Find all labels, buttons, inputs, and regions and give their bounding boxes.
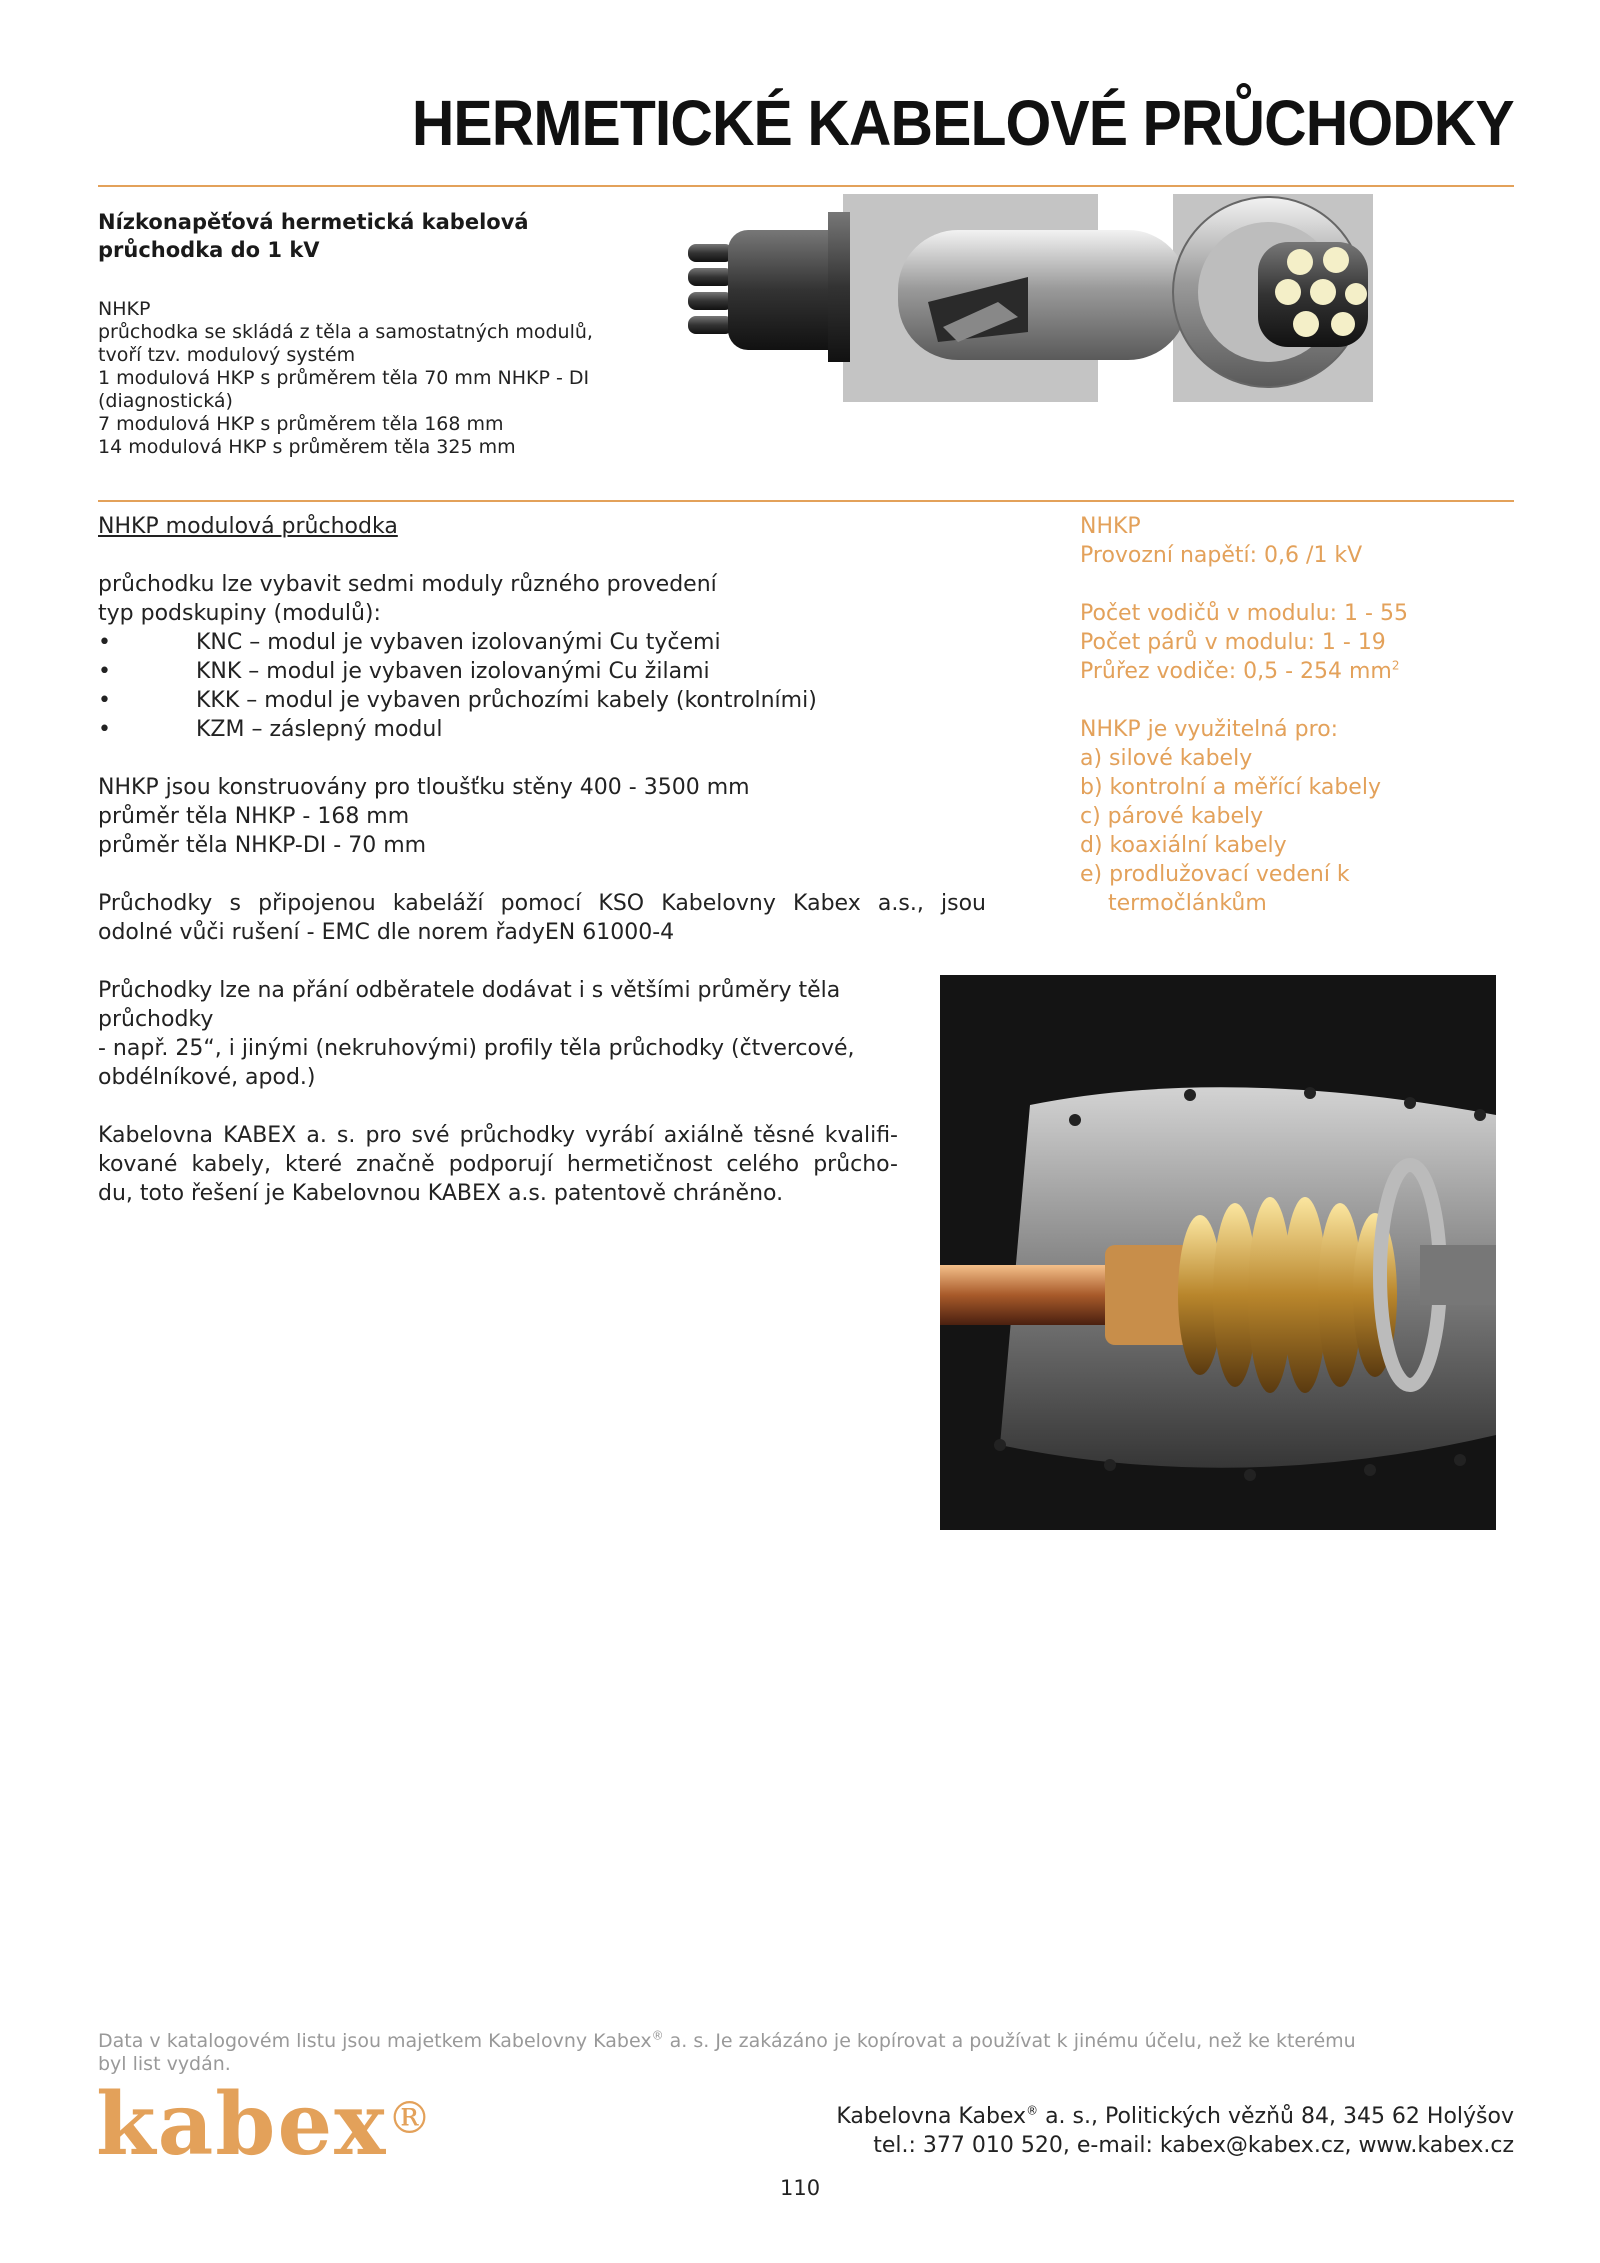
intro-text	[98, 298, 678, 459]
product-photo-drawing	[940, 975, 1496, 1530]
paragraph-line: průchodky	[98, 1007, 214, 1032]
intro-heading-line: průchodka do 1 kV	[98, 238, 320, 262]
list-item	[98, 715, 986, 744]
list-item	[98, 686, 986, 715]
bullet: •	[98, 717, 111, 742]
usage-item: c) párové kabely	[1080, 804, 1264, 829]
kabex-logo	[96, 2074, 434, 2175]
list-item	[98, 657, 986, 686]
paragraph-line: kované kabely, které značně podporují hermetičnost celého průcho-	[98, 1152, 898, 1177]
list-item-text: KKK – modul je vybaven průchozími kabely (kontrolními)	[196, 688, 817, 713]
intro-line: NHKP	[98, 298, 151, 320]
list-item	[98, 628, 986, 657]
intro-heading-line: Nízkonapěťová hermetická kabelová	[98, 210, 529, 234]
usage-item: b) kontrolní a měřící kabely	[1080, 775, 1381, 800]
paragraph-line: - např. 25“, i jinými (nekruhovými) profily těla průchodky (čtvercové,	[98, 1036, 855, 1061]
spec-conductors: Počet vodičů v modulu: 1 - 55	[1080, 601, 1408, 626]
paragraph-line: odolné vůči rušení - EMC dle norem řadyEN 61000-4	[98, 920, 675, 945]
logo-registered-mark: ®	[387, 2093, 434, 2144]
list-item-text: KNC – modul je vybaven izolovanými Cu tyčemi	[196, 630, 721, 655]
usage-item: termočlánkům	[1080, 891, 1267, 916]
note-text: a. s. Je zakázáno je kopírovat a používat k jinému účelu, než ke kterému	[663, 2030, 1356, 2052]
company-address: a. s., Politických vězňů 84, 345 62 Holýšov	[1038, 2104, 1514, 2129]
superscript: 2	[1391, 658, 1400, 673]
specs-column	[1080, 512, 1520, 918]
section-heading: NHKP modulová průchodka	[98, 514, 398, 539]
list-item-text: KNK – modul je vybaven izolovanými Cu žilami	[196, 659, 710, 684]
intro-line: 14 modulová HKP s průměrem těla 325 mm	[98, 436, 516, 458]
paragraph-line: průměr těla NHKP - 168 mm	[98, 804, 410, 829]
product-photo	[940, 975, 1496, 1530]
note-text: Data v katalogovém listu jsou majetkem Kabelovny Kabex	[98, 2030, 652, 2052]
intro-line: 7 modulová HKP s průměrem těla 168 mm	[98, 413, 504, 435]
logo-text: kabex	[96, 2074, 388, 2175]
spec-pairs: Počet párů v modulu: 1 - 19	[1080, 630, 1386, 655]
paragraph-line: Kabelovna KABEX a. s. pro své průchodky vyrábí axiálně těsné kvalifi-	[98, 1123, 898, 1148]
paragraph-line: Průchodky s připojenou kabeláží pomocí KSO Kabelovny Kabex a.s., jsou	[98, 891, 986, 916]
paragraph-line: průměr těla NHKP-DI - 70 mm	[98, 833, 427, 858]
usage-item: a) silové kabely	[1080, 746, 1253, 771]
company-name: Kabelovna Kabex	[836, 2104, 1027, 2129]
registered-mark: ®	[1026, 2103, 1039, 2118]
product-illustration	[688, 192, 1378, 404]
paragraph-line: du, toto řešení je Kabelovnou KABEX a.s. patentově chráněno.	[98, 1181, 784, 1206]
intro-line: (diagnostická)	[98, 390, 233, 412]
paragraph-line: průchodku lze vybavit sedmi moduly různého provedení	[98, 572, 717, 597]
company-contact	[836, 2102, 1514, 2160]
spec-name: NHKP	[1080, 514, 1141, 539]
spec-cross-section	[1080, 657, 1520, 686]
top-divider	[98, 185, 1514, 187]
bullet: •	[98, 630, 111, 655]
usage-item: d) koaxiální kabely	[1080, 833, 1287, 858]
bullet: •	[98, 659, 111, 684]
list-item-text: KZM – záslepný modul	[196, 717, 443, 742]
usage-item: e) prodlužovací vedení k	[1080, 862, 1350, 887]
spec-voltage: Provozní napětí: 0,6 /1 kV	[1080, 543, 1363, 568]
paragraph-line: NHKP jsou konstruovány pro tloušťku stěny 400 - 3500 mm	[98, 775, 750, 800]
spec-cross-section-text: Průřez vodiče: 0,5 - 254 mm	[1080, 659, 1392, 684]
bullet: •	[98, 688, 111, 713]
registered-mark: ®	[651, 2028, 664, 2043]
intro-line: tvoří tzv. modulový systém	[98, 344, 356, 366]
page-number: 110	[780, 2176, 821, 2200]
intro-heading	[98, 208, 618, 264]
intro-line: 1 modulová HKP s průměrem těla 70 mm NHKP - DI	[98, 367, 590, 389]
paragraph-line: typ podskupiny (modulů):	[98, 601, 381, 626]
usage-heading: NHKP je využitelná pro:	[1080, 717, 1339, 742]
note-text: byl list vydán.	[98, 2053, 231, 2075]
intro-line: průchodka se skládá z těla a samostatných modulů,	[98, 321, 593, 343]
paragraph-line: obdélníkové, apod.)	[98, 1065, 316, 1090]
section-divider	[98, 500, 1514, 502]
contact-line: tel.: 377 010 520, e-mail: kabex@kabex.cz, www.kabex.cz	[873, 2133, 1514, 2158]
page-title: HERMETICKÉ KABELOVÉ PRŮCHODKY	[412, 87, 1514, 159]
paragraph-line: Průchodky lze na přání odběratele dodávat i s většími průměry těla	[98, 978, 841, 1003]
main-content	[98, 512, 986, 1208]
copyright-note	[98, 2030, 1518, 2076]
